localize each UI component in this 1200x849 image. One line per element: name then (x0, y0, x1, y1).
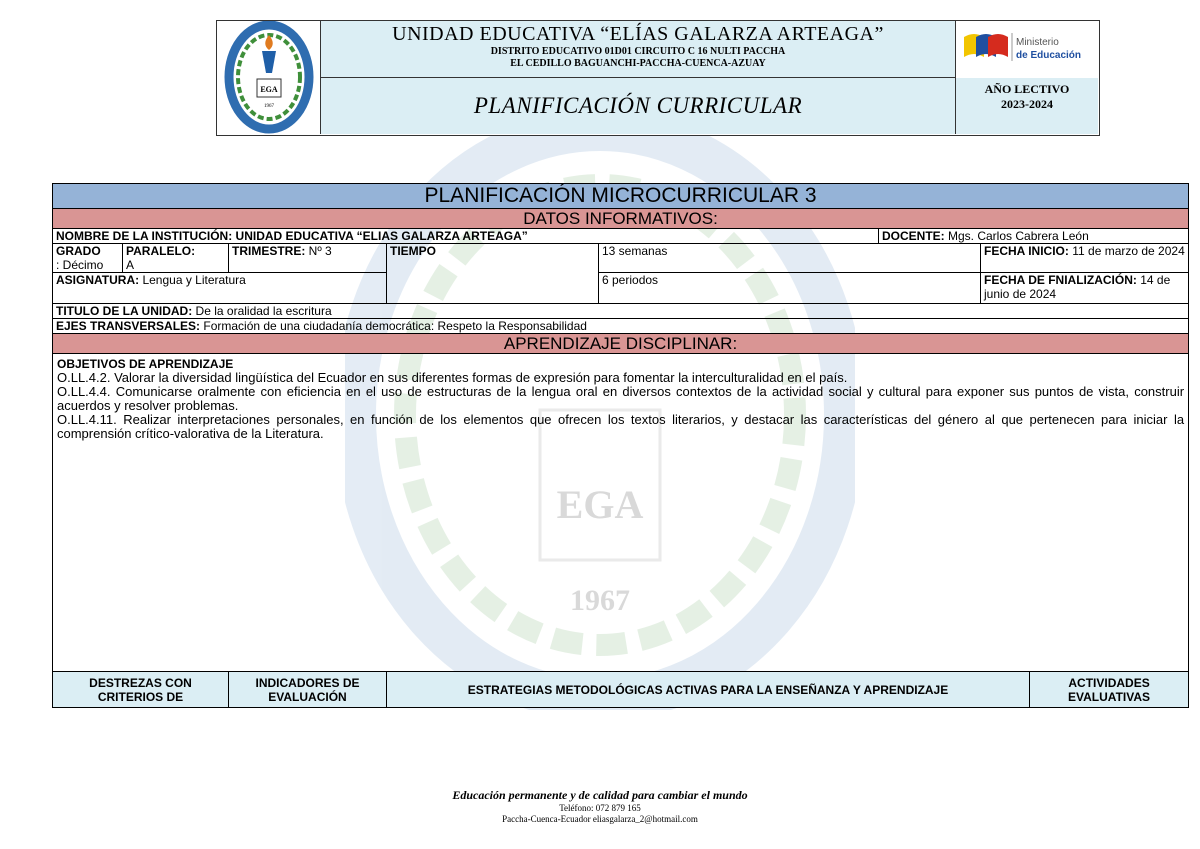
school-year-value: 2023-2024 (1001, 97, 1053, 111)
footer-contact: Paccha-Cuenca-Ecuador eliasgalarza_2@hotmail.com (502, 814, 698, 824)
objetivo-item: O.LL.4.2. Valorar la diversidad lingüística del Ecuador en sus diferentes formas de expresión para fomentar la interculturalidad en el país. (57, 370, 848, 385)
school-title-box (321, 21, 955, 78)
col-estrategias: ESTRATEGIAS METODOLÓGICAS ACTIVAS PARA LA ENSEÑANZA Y APRENDIZAJE (387, 672, 1030, 708)
objetivo-item: O.LL.4.11. Realizar interpretaciones personales, en función de los elementos que ofrecen los textos literarios, y destacar las características del género al que pertenecen para iniciar la comprensión crítico-valorativa de la Literatura. (57, 412, 1185, 441)
aprendizaje-disciplinar-heading: APRENDIZAJE DISCIPLINAR: (53, 334, 1189, 354)
svg-text:de Educación: de Educación (1016, 50, 1082, 61)
svg-text:1967: 1967 (264, 104, 274, 109)
fecha-fin-cell: FECHA DE FNIALIZACIÓN: 14 de junio de 2024 (981, 273, 1189, 304)
paralelo-cell: PARALELO: A (123, 244, 229, 273)
titulo-unidad-cell: TITULO DE LA UNIDAD: De la oralidad la escritura (53, 304, 1189, 319)
asignatura-cell: ASIGNATURA: Lengua y Literatura (53, 273, 387, 304)
microcurricular-table (52, 183, 1189, 708)
table-title: PLANIFICACIÓN MICROCURRICULAR 3 (53, 184, 1189, 209)
fecha-inicio-cell: FECHA INICIO: 11 de marzo de 2024 (981, 244, 1189, 273)
ejes-transversales-cell: EJES TRANSVERSALES: Formación de una ciudadanía democrática: Respeto la Responsabilidad (53, 319, 1189, 334)
institution-cell: NOMBRE DE LA INSTITUCIÓN: UNIDAD EDUCATIVA “ELIAS GALARZA ARTEAGA” (53, 229, 879, 244)
col-indicadores: INDICADORES DE EVALUACIÓN (229, 672, 387, 708)
document-header (216, 20, 1100, 136)
svg-text:EGA: EGA (556, 482, 644, 527)
plan-title: PLANIFICACIÓN CURRICULAR (473, 93, 803, 118)
semanas-cell: 13 semanas (599, 244, 981, 273)
ministry-logo (955, 21, 1098, 78)
tiempo-cell: TIEMPO (387, 244, 599, 304)
footer-phone: Teléfono: 072 879 165 (559, 803, 641, 813)
col-actividades: ACTIVIDADES EVALUATIVAS (1030, 672, 1189, 708)
school-logo (217, 21, 321, 134)
school-name: UNIDAD EDUCATIVA “ELÍAS GALARZA ARTEAGA” (392, 23, 884, 45)
objetivos-cell (53, 354, 1189, 672)
ministry-flag-icon (956, 21, 1099, 78)
docente-cell: DOCENTE: Mgs. Carlos Cabrera León (879, 229, 1189, 244)
district-line: DISTRITO EDUCATIVO 01D01 CIRCUITO C 16 NULTI PACCHA (490, 46, 786, 57)
svg-text:1967: 1967 (570, 584, 630, 617)
objetivos-heading: OBJETIVOS DE APRENDIZAJE (57, 357, 234, 371)
grado-cell: GRADO : Décimo (53, 244, 123, 273)
footer-slogan: Educación permanente y de calidad para cambiar el mundo (452, 788, 748, 802)
periodos-cell: 6 periodos (599, 273, 981, 304)
col-destrezas: DESTREZAS CON CRITERIOS DE (53, 672, 229, 708)
school-year-box (955, 78, 1098, 134)
plan-title-box (321, 78, 955, 134)
svg-text:EGA: EGA (260, 85, 278, 94)
school-logo-cell (217, 21, 321, 134)
objetivo-item: O.LL.4.4. Comunicarse oralmente con eficiencia en el uso de estructuras de la lengua oral en diversos contextos de la actividad social y cultural para exponer sus puntos de vista, construir acuerdos y resolver problemas. (57, 384, 1185, 413)
page-footer (0, 788, 1200, 825)
school-year-label: AÑO LECTIVO (984, 82, 1070, 96)
datos-informativos-heading: DATOS INFORMATIVOS: (53, 209, 1189, 229)
svg-text:Ministerio: Ministerio (1016, 37, 1059, 48)
address-line: EL CEDILLO BAGUANCHI-PACCHA-CUENCA-AZUAY (510, 58, 766, 69)
trimestre-cell: TRIMESTRE: Nº 3 (229, 244, 387, 273)
